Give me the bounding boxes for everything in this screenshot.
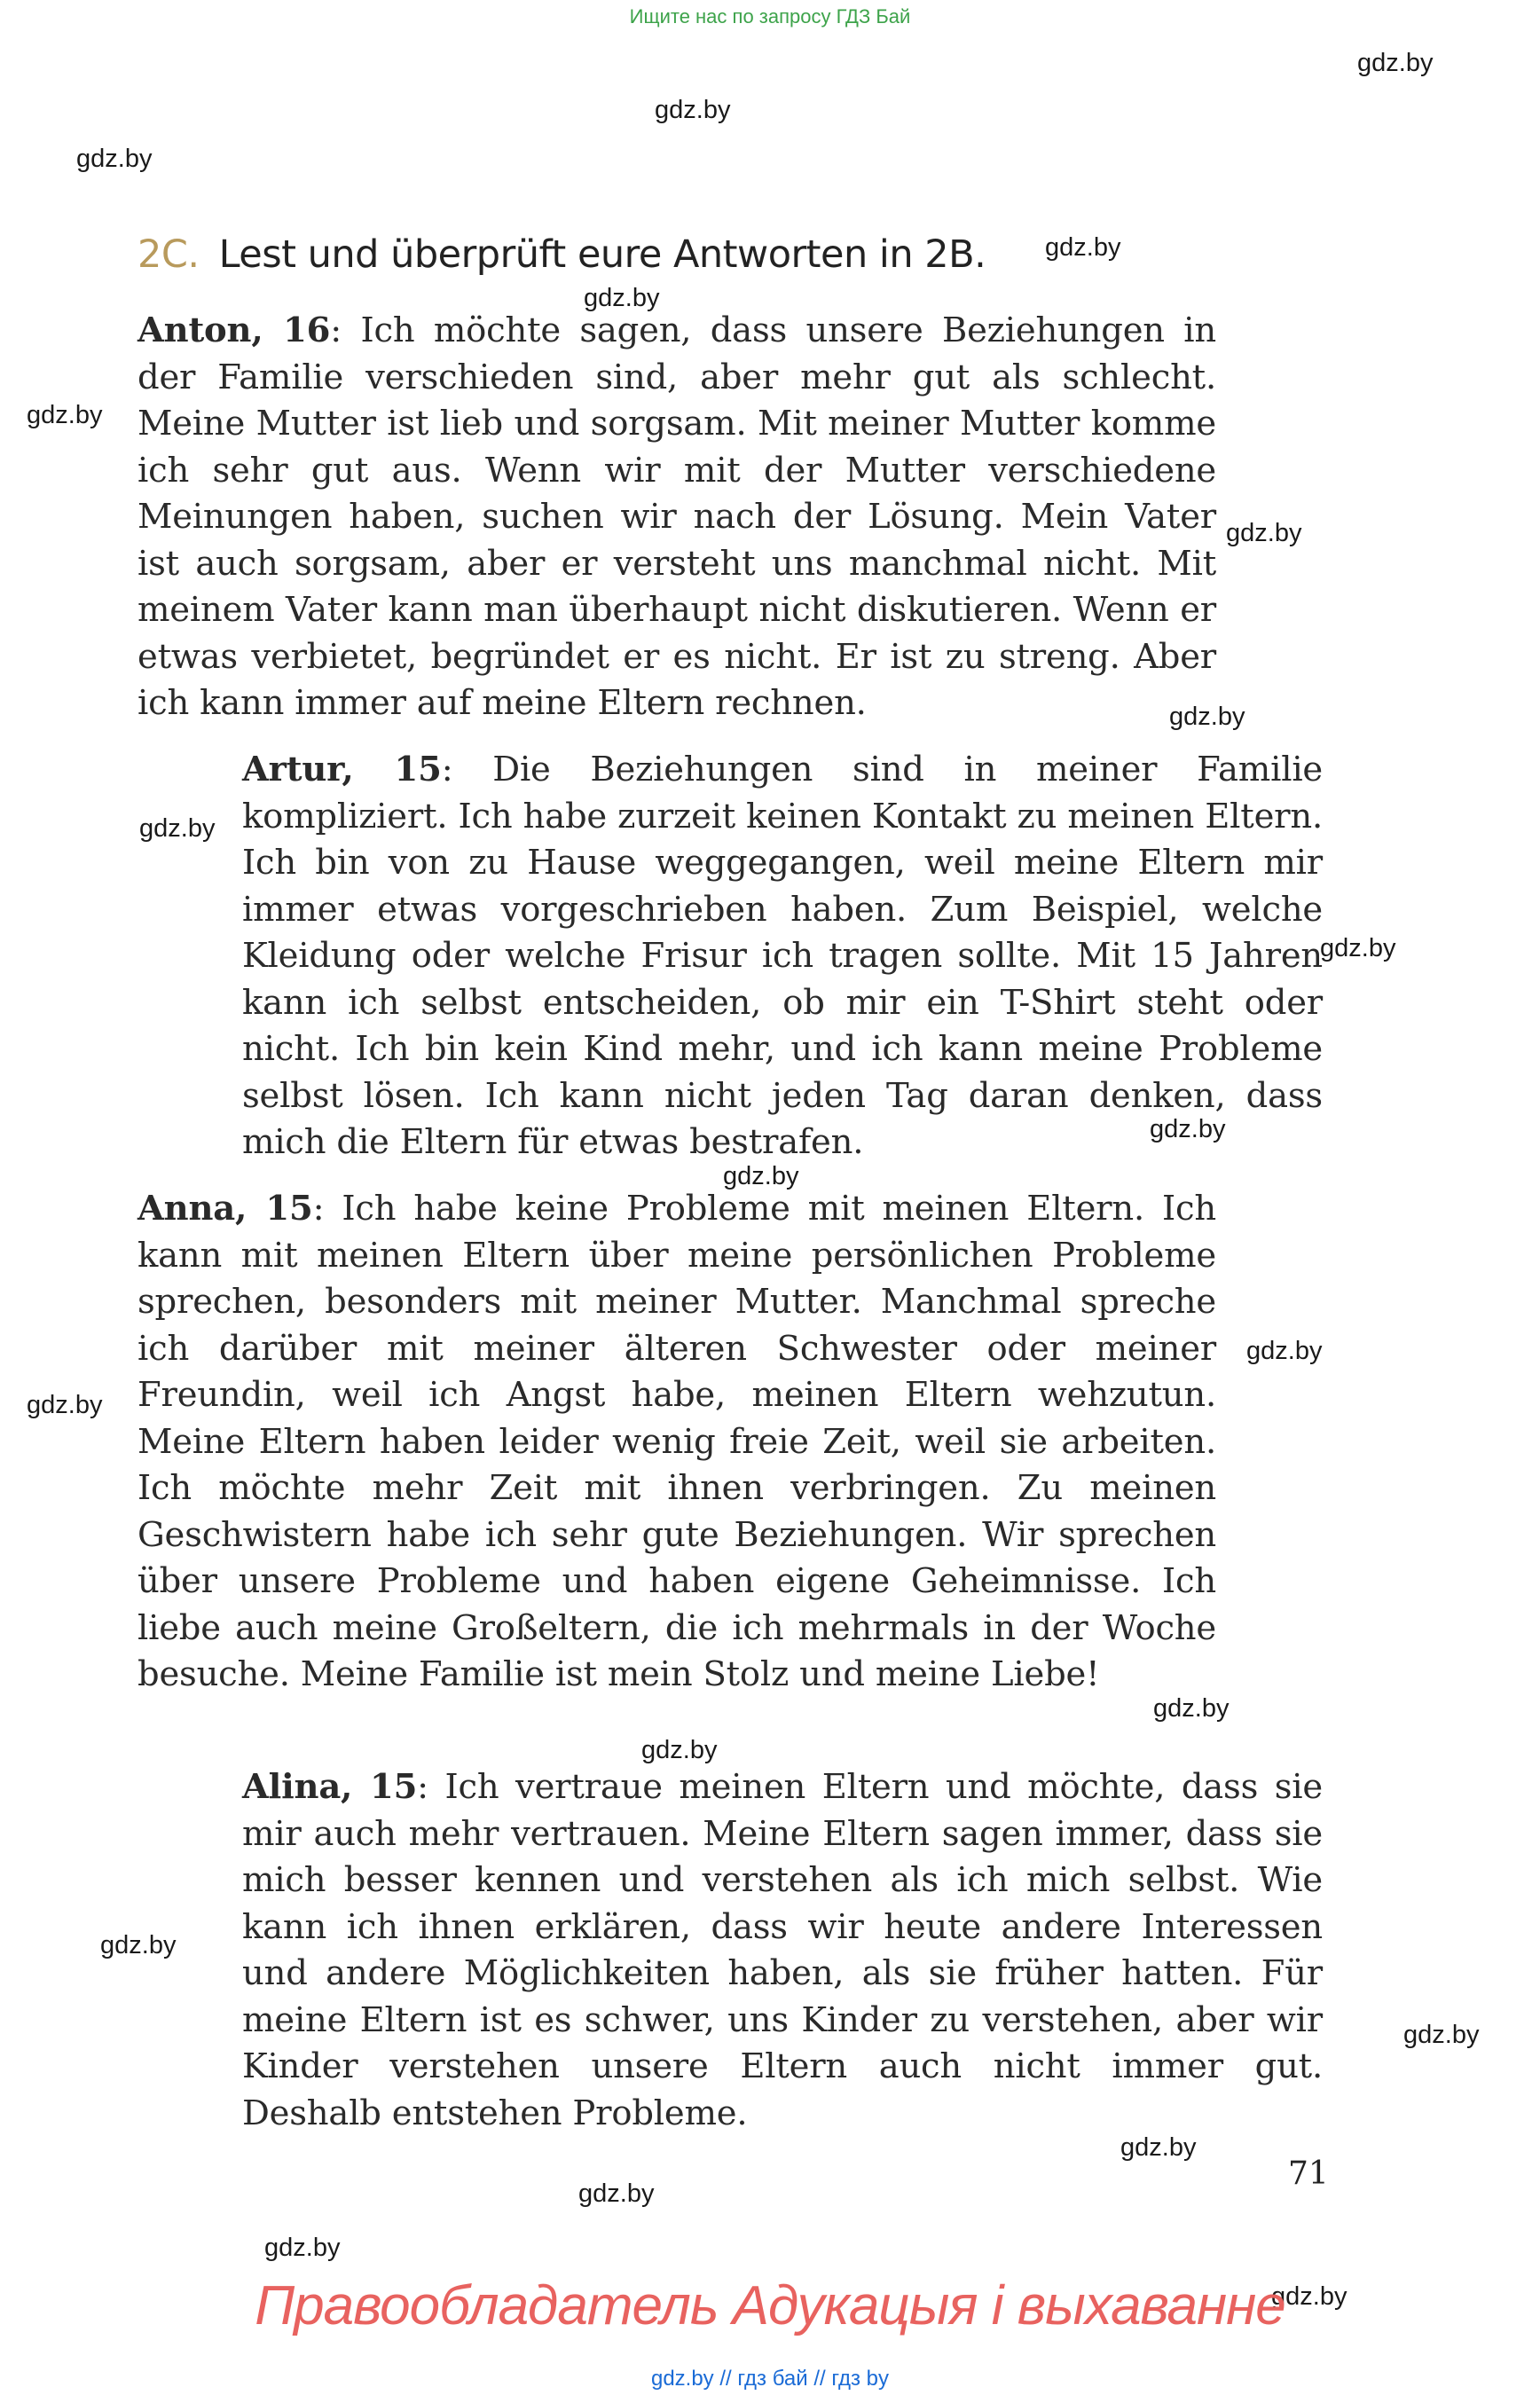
entry-text: Ich möchte sagen, dass unsere Beziehungen in der Familie verschieden sind, aber mehr gut als schlecht. Meine Mutter ist lieb und sorgsam. Mit meiner Mutter komme ich sehr gut aus. Wenn wir mit der Mutter verschiedene Meinungen haben, suchen wir nach der Lösung. Mein Vater ist auch sorgsam, aber er versteht uns manchmal nicht. Mit meinem Vater kann man überhaupt nicht diskutieren. Wenn er etwas verbietet, begründet er es nicht. Er ist zu streng. Aber ich kann immer auf meine Eltern rechnen.	[138, 310, 1216, 723]
watermark: gdz.by	[1045, 233, 1121, 262]
entry-anna: Anna, 15: Ich habe keine Probleme mit meinen Eltern. Ich kann mit meinen Eltern über meine persönlichen Probleme sprechen, besonders mit meiner Mutter. Manchmal spreche ich darüber mit meiner älteren Schwester oder meiner Freundin, weil ich Angst habe, meinen Eltern wehzutun. Meine Eltern haben leider wenig freie Zeit, weil sie arbeiten. Ich möchte mehr Zeit mit ihnen verbringen. Zu meinen Geschwistern habe ich sehr gute Beziehungen. Wir sprechen über unsere Probleme und haben eigene Geheimnisse. Ich liebe auch meine Großeltern, die ich mehrmals in der Woche besuche. Meine Familie ist mein Stolz und meine Liebe!	[138, 1189, 1216, 1694]
watermark: gdz.by	[1120, 2133, 1197, 2162]
watermark: gdz.by	[1153, 1694, 1230, 1723]
watermark: gdz.by	[139, 814, 216, 843]
watermark: gdz.by	[1246, 1337, 1323, 1365]
watermark: gdz.by	[27, 401, 103, 429]
watermark: gdz.by	[578, 2179, 655, 2208]
entry-name: Anton, 16	[138, 310, 331, 350]
watermark: gdz.by	[76, 145, 153, 173]
watermark: gdz.by	[1320, 934, 1396, 962]
watermark: gdz.by	[1403, 2021, 1480, 2049]
watermark: gdz.by	[1150, 1115, 1226, 1143]
watermark: gdz.by	[1169, 703, 1245, 731]
entry-name: Anna, 15	[138, 1189, 313, 1229]
watermark: gdz.by	[655, 96, 731, 124]
section-heading	[138, 232, 986, 277]
entry-name: Alina, 15	[242, 1767, 418, 1807]
entry-text: Ich vertraue meinen Eltern und möchte, dass sie mir auch mehr vertrauen. Meine Eltern sagen immer, dass sie mich besser kennen und verstehen als ich mich selbst. Wie kann ich ihnen erklären, dass wir heute andere Interessen und andere Möglichkeiten haben, als sie früher hatten. Für meine Eltern ist es schwer, uns Kinder zu verstehen, aber wir Kinder verstehen unsere Eltern auch nicht immer gut. Deshalb entstehen Probleme.	[242, 1767, 1323, 2133]
page-number: 71	[1288, 2156, 1329, 2192]
section-title: Lest und überprüft eure Antworten in 2B.	[218, 232, 986, 277]
watermark: gdz.by	[264, 2234, 341, 2262]
entry-text: Ich habe keine Probleme mit meinen Eltern. Ich kann mit meinen Eltern über meine persönlichen Probleme sprechen, besonders mit meiner Mutter. Manchmal spreche ich darüber mit meiner älteren Schwester oder meiner Freundin, weil ich Angst habe, meinen Eltern wehzutun. Meine Eltern haben leider wenig freie Zeit, weil sie arbeiten. Ich möchte mehr Zeit mit ihnen verbringen. Zu meinen Geschwistern habe ich sehr gute Beziehungen. Wir sprechen über unsere Probleme und haben eigene Geheimnisse. Ich liebe auch meine Großeltern, die ich mehrmals in der Woche besuche. Meine Familie ist mein Stolz und meine Liebe!	[138, 1189, 1216, 1694]
top-banner[interactable]: Ищите нас по запросу ГДЗ Бай	[629, 5, 911, 27]
watermark: gdz.by	[27, 1391, 103, 1419]
watermark: gdz.by	[1271, 2282, 1348, 2311]
watermark: gdz.by	[584, 284, 660, 312]
entry-alina: Alina, 15: Ich vertraue meinen Eltern und möchte, dass sie mir auch mehr vertrauen. Meine Eltern sagen immer, dass sie mich besser kennen und verstehen als ich mich selbst. Wie kann ich ihnen erklären, dass wir heute andere Interessen und andere Möglichkeiten haben, als sie früher hatten. Für meine Eltern ist es schwer, uns Kinder zu verstehen, aber wir Kinder verstehen unsere Eltern auch nicht immer gut. Deshalb entstehen Probleme.	[242, 1767, 1323, 2133]
section-number: 2C.	[138, 232, 200, 277]
copyright-notice: Правообладатель Адукацыя і выхаванне	[255, 2275, 1285, 2336]
watermark: gdz.by	[1226, 519, 1302, 547]
entry-text: Die Beziehungen sind in meiner Familie kompliziert. Ich habe zurzeit keinen Kontakt zu meinen Eltern. Ich bin von zu Hause weggegangen, weil meine Eltern mir immer etwas vorgeschrieben haben. Zum Beispiel, welche Kleidung oder welche Frisur ich tragen sollte. Mit 15 Jahren kann ich selbst entscheiden, ob mir ein T-Shirt steht oder nicht. Ich bin kein Kind mehr, und ich kann meine Probleme selbst lösen. Ich kann nicht jeden Tag daran denken, dass mich die Eltern für etwas bestrafen.	[242, 750, 1324, 1162]
watermark: gdz.by	[1357, 49, 1434, 77]
watermark: gdz.by	[100, 1931, 177, 1959]
bottom-links[interactable]: gdz.by // гдз бай // гдз by	[650, 2367, 890, 2391]
watermark: gdz.by	[723, 1162, 799, 1190]
entry-anton: Anton, 16: Ich möchte sagen, dass unsere Beziehungen in der Familie verschieden sind, aber mehr gut als schlecht. Meine Mutter ist lieb und sorgsam. Mit meiner Mutter komme ich sehr gut aus. Wenn wir mit der Mutter verschiedene Meinungen haben, suchen wir nach der Lösung. Mein Vater ist auch sorgsam, aber er versteht uns manchmal nicht. Mit meinem Vater kann man überhaupt nicht diskutieren. Wenn er etwas verbietet, begründet er es nicht. Er ist zu streng. Aber ich kann immer auf meine Eltern rechnen.	[138, 310, 1216, 723]
watermark: gdz.by	[641, 1736, 718, 1764]
entry-artur: Artur, 15: Die Beziehungen sind in meiner Familie kompliziert. Ich habe zurzeit keinen Kontakt zu meinen Eltern. Ich bin von zu Hause weggegangen, weil meine Eltern mir immer etwas vorgeschrieben haben. Zum Beispiel, welche Kleidung oder welche Frisur ich tragen sollte. Mit 15 Jahren kann ich selbst entscheiden, ob mir ein T-Shirt steht oder nicht. Ich bin kein Kind mehr, und ich kann meine Probleme selbst lösen. Ich kann nicht jeden Tag daran denken, dass mich die Eltern für etwas bestrafen.	[242, 750, 1324, 1162]
entry-name: Artur, 15	[242, 750, 442, 789]
